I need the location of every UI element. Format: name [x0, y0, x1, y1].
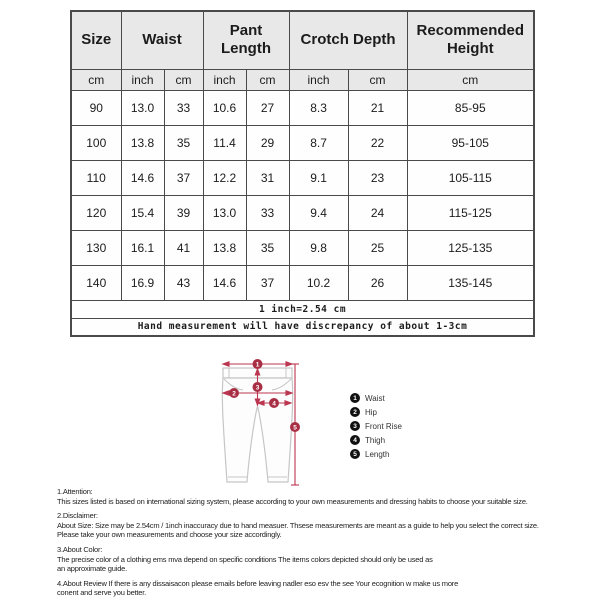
size-cell: 85-95: [407, 90, 534, 125]
size-cell: 37: [246, 265, 289, 300]
legend-label: Front Rise: [365, 421, 402, 431]
unit-header: cm: [71, 69, 121, 90]
column-header-row: [71, 11, 534, 69]
size-cell: 15.4: [121, 195, 164, 230]
marker-4-number: 4: [272, 400, 276, 408]
size-cell: 105-115: [407, 160, 534, 195]
legend-label: Hip: [365, 407, 378, 417]
legend-number-badge: 4: [350, 435, 360, 445]
note-line: The precise color of a clothing ems mva depend on specific conditions The items colors depicted should only be used as: [57, 554, 433, 564]
notes-section: [57, 487, 597, 600]
size-cell: 100: [71, 125, 121, 160]
footnote-row: [71, 318, 534, 336]
note-line: This sizes listed is based on international sizing system, please according to your own measurements and dressing habits to choose your suitable size.: [57, 496, 528, 506]
size-cell: 115-125: [407, 195, 534, 230]
size-row: [71, 195, 534, 230]
legend-label: Length: [365, 449, 390, 459]
size-cell: 9.1: [289, 160, 348, 195]
unit-header-row: [71, 69, 534, 90]
legend-item: [350, 447, 402, 461]
legend-label: Waist: [365, 393, 385, 403]
size-row: [71, 265, 534, 300]
size-cell: 16.9: [121, 265, 164, 300]
table-header: [71, 11, 534, 90]
size-chart-table: [70, 10, 535, 337]
size-cell: 25: [348, 230, 407, 265]
size-cell: 90: [71, 90, 121, 125]
size-cell: 12.2: [203, 160, 246, 195]
size-cell: 11.4: [203, 125, 246, 160]
unit-header: cm: [407, 69, 534, 90]
size-cell: 95-105: [407, 125, 534, 160]
size-cell: 35: [164, 125, 203, 160]
note-line: Please take your own measurements and choose your size accordingly.: [57, 530, 282, 540]
size-row: [71, 160, 534, 195]
legend-item: [350, 419, 402, 433]
unit-header: cm: [164, 69, 203, 90]
legend-number-badge: 5: [350, 449, 360, 459]
unit-header: cm: [348, 69, 407, 90]
column-header: Pant Length: [203, 11, 289, 69]
size-cell: 14.6: [203, 265, 246, 300]
legend-number-badge: 3: [350, 421, 360, 431]
note-section: [57, 579, 597, 598]
marker-2-number: 2: [232, 390, 236, 398]
size-cell: 39: [164, 195, 203, 230]
size-cell: 13.8: [121, 125, 164, 160]
note-section: [57, 545, 597, 574]
size-cell: 135-145: [407, 265, 534, 300]
table-body: [71, 90, 534, 300]
size-cell: 24: [348, 195, 407, 230]
size-cell: 8.3: [289, 90, 348, 125]
note-line: 1.Attention:: [57, 487, 93, 496]
unit-header: inch: [289, 69, 348, 90]
size-cell: 37: [164, 160, 203, 195]
note-line: 4.About Review If there is any dissaisacon please emails before leaving nadler eso esv the see Your ecognition w make us more: [57, 578, 459, 588]
table-footnote: 1 inch=2.54 cm: [71, 300, 534, 318]
note-line: 3.About Color:: [57, 544, 103, 554]
size-cell: 26: [348, 265, 407, 300]
size-cell: 21: [348, 90, 407, 125]
size-cell: 43: [164, 265, 203, 300]
marker-1-number: 1: [255, 361, 260, 369]
size-cell: 23: [348, 160, 407, 195]
size-cell: 14.6: [121, 160, 164, 195]
pants-diagram: [195, 356, 345, 492]
column-header: Waist: [121, 11, 203, 69]
size-cell: 13.0: [203, 195, 246, 230]
legend-number-badge: 1: [350, 393, 360, 403]
size-cell: 13.0: [121, 90, 164, 125]
marker-5-number: 5: [293, 424, 297, 432]
size-cell: 10.6: [203, 90, 246, 125]
legend-item: [350, 391, 402, 405]
size-cell: 33: [164, 90, 203, 125]
note-section: [57, 511, 597, 540]
footnote-row: [71, 300, 534, 318]
size-cell: 33: [246, 195, 289, 230]
note-section: [57, 487, 597, 506]
legend-item: [350, 433, 402, 447]
legend-item: [350, 405, 402, 419]
marker-3-number: 3: [255, 384, 260, 392]
size-cell: 41: [164, 230, 203, 265]
size-cell: 16.1: [121, 230, 164, 265]
size-cell: 27: [246, 90, 289, 125]
size-cell: 8.7: [289, 125, 348, 160]
pants-measurement-figure: [195, 356, 435, 492]
size-cell: 35: [246, 230, 289, 265]
size-cell: 110: [71, 160, 121, 195]
column-header: Recommended Height: [407, 11, 534, 69]
size-cell: 10.2: [289, 265, 348, 300]
note-line: conent and serve you better.: [57, 588, 147, 598]
table-footnote: Hand measurement will have discrepancy of about 1-3cm: [71, 318, 534, 336]
note-line: an approximate guide.: [57, 564, 128, 574]
size-cell: 13.8: [203, 230, 246, 265]
measurement-legend: [350, 391, 402, 461]
size-cell: 130: [71, 230, 121, 265]
size-cell: 31: [246, 160, 289, 195]
unit-header: inch: [121, 69, 164, 90]
note-line: About Size: Size may be 2.54cm / 1inch inaccuracy due to hand measuer. Thsese measurements are meant as a guide to help you select the correct size.: [57, 520, 539, 530]
size-row: [71, 125, 534, 160]
column-header: Size: [71, 11, 121, 69]
size-row: [71, 230, 534, 265]
size-cell: 125-135: [407, 230, 534, 265]
size-cell: 22: [348, 125, 407, 160]
column-header: Crotch Depth: [289, 11, 407, 69]
unit-header: cm: [246, 69, 289, 90]
unit-header: inch: [203, 69, 246, 90]
note-line: 2.Disclaimer:: [57, 511, 98, 521]
size-cell: 140: [71, 265, 121, 300]
table-footer: [71, 300, 534, 336]
size-cell: 9.8: [289, 230, 348, 265]
size-cell: 120: [71, 195, 121, 230]
size-cell: 29: [246, 125, 289, 160]
size-row: [71, 90, 534, 125]
legend-number-badge: 2: [350, 407, 360, 417]
legend-label: Thigh: [365, 435, 386, 445]
size-cell: 9.4: [289, 195, 348, 230]
